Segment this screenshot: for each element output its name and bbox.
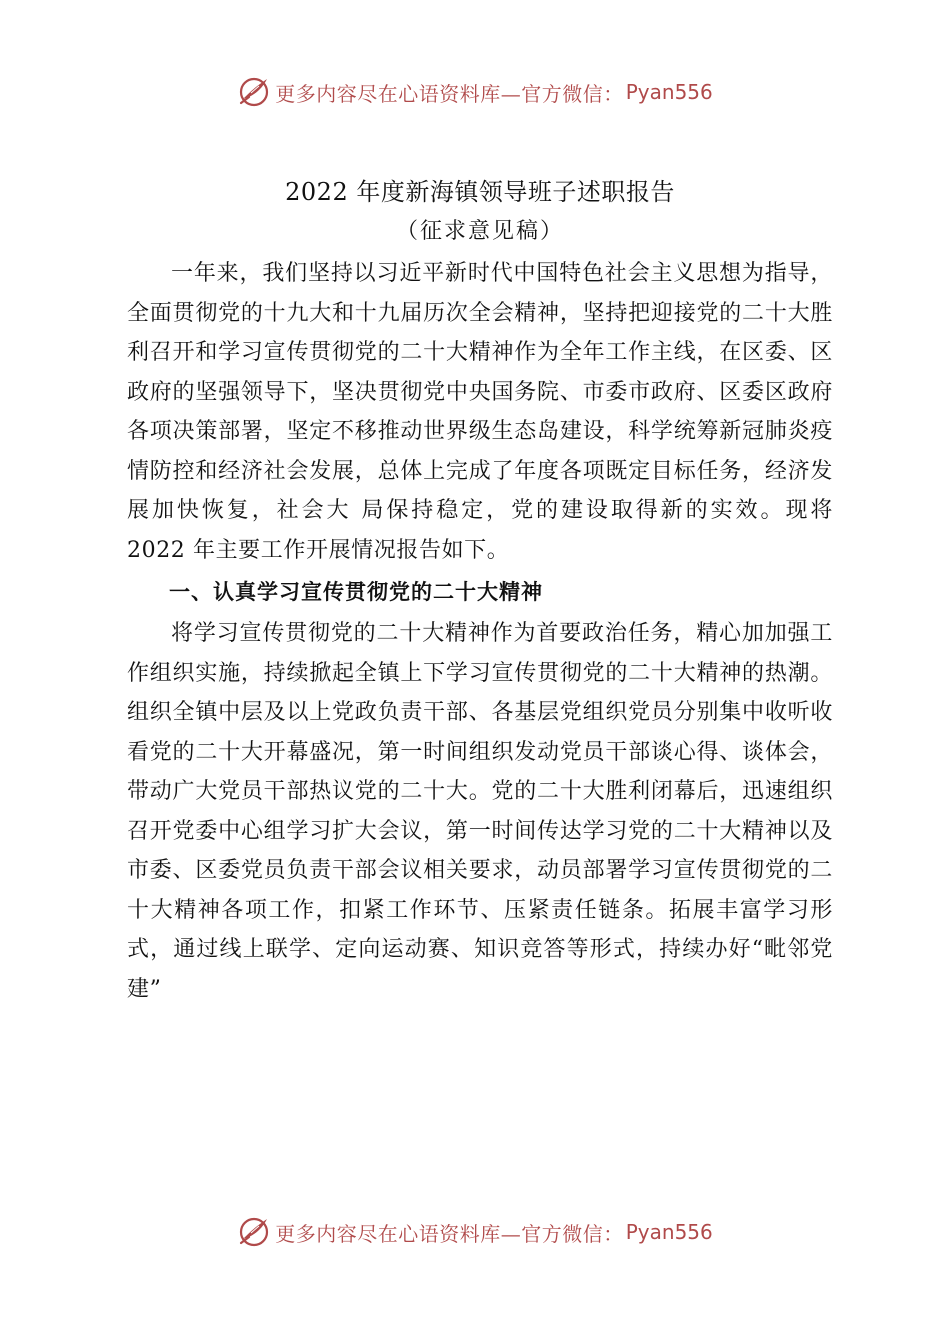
watermark-text: 更多内容尽在心语资料库—官方微信： [275,81,624,106]
feather-pen-logo-icon [237,1215,271,1249]
intro-paragraph: 一年来，我们坚持以习近平新时代中国特色社会主义思想为指导，全面贯彻党的十九大和十九届历次全会精神，坚持把迎接党的二十大胜利召开和学习宣传贯彻党的二十大精神作为全年工作主线，在区委、区政府的坚强领导下，坚决贯彻党中央国务院、市委市政府、区委区政府各项决策部署，坚定不移推动世界级生态岛建设，科学统筹新冠肺炎疫情防控和经济社会发展，总体上完成了年度各项既定目标任务，经济发展加快恢复，社会大 局保持稳定，党的建设取得新的实效。现将 2022 年主要工作开展情况报告如下。 [127,261,833,563]
watermark-text: 更多内容尽在心语资料库—官方微信： [275,1221,624,1246]
feather-pen-logo-icon [237,75,271,109]
document-title: 2022 年度新海镇领导班子述职报告 [285,178,675,206]
section-heading: 一、认真学习宣传贯彻党的二十大精神 [169,580,543,604]
footer-watermark [0,1212,950,1252]
document-body [127,172,833,1009]
document-subtitle: （征求意见稿） [395,219,564,244]
section-paragraph: 将学习宣传贯彻党的二十大精神作为首要政治任务，精心加加强工作组织实施，持续掀起全镇上下学习宣传贯彻党的二十大精神的热潮。组织全镇中层及以上党政负责干部、各基层党组织党员分别集中收听收看党的二十大开幕盛况，第一时间组织发动党员干部谈心得、谈体会，带动广大党员干部热议党的二十大。党的二十大胜利闭幕后，迅速组织召开党委中心组学习扩大会议，第一时间传达学习党的二十大精神以及市委、区委党员负责干部会议相关要求，动员部署学习宣传贯彻党的二十大精神各项工作，扣紧工作环节、压紧责任链条。拓展丰富学习形式，通过线上联学、定向运动赛、知识竞答等形式，持续办好“毗邻党建” [127,621,833,1002]
watermark-wechat-id: Pyan556 [625,80,713,104]
header-watermark [0,72,950,112]
watermark-wechat-id: Pyan556 [625,1220,713,1244]
